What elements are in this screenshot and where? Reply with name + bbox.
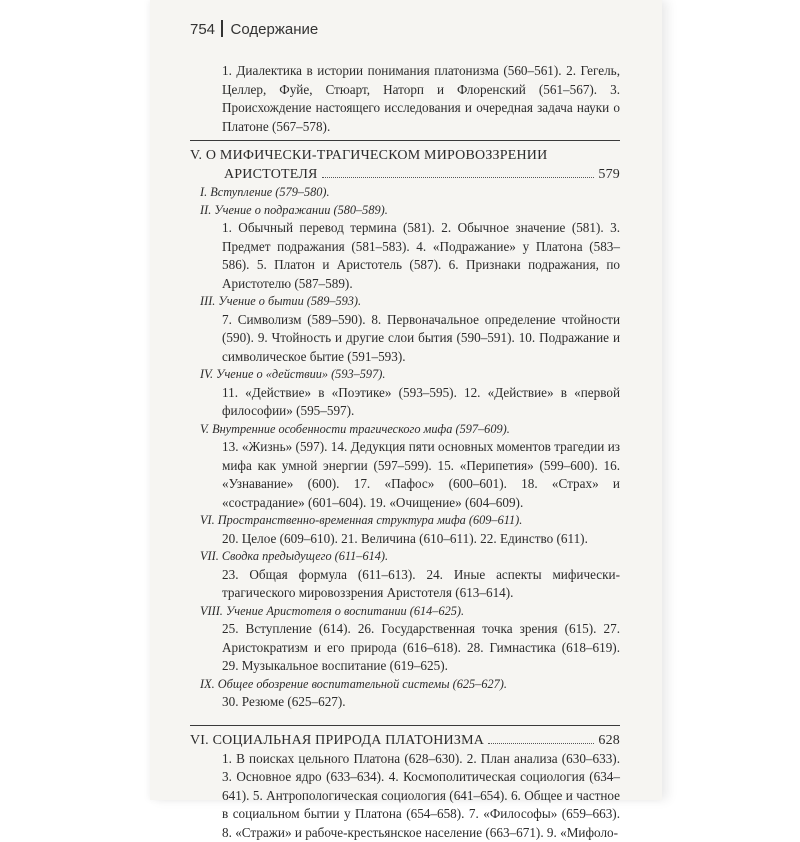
section5-entries <box>190 184 620 712</box>
section6-title <box>190 731 620 750</box>
header-divider <box>221 20 223 37</box>
intro-paragraph: 1. Диалектика в истории понимания платонизма (560–561). 2. Гегель, Целлер, Фуйе, Стюарт, Наторп и Флоренский (561–567). 3. Происхождение настоящего исследования и очередная задача науки о Платоне (567–578). <box>222 62 620 136</box>
toc-entry-body: 1. Обычный перевод термина (581). 2. Обычное значение (581). 3. Предмет подражания (581–583). 4. «Подражание» у Платона (583–586). 5. Платон и Аристотель (587). 6. Признаки подражания, по Аристотелю (587–589). <box>222 219 620 293</box>
header-title: Содержание <box>231 21 319 38</box>
toc-entry <box>190 548 620 603</box>
toc-entry-body: 23. Общая формула (611–613). 24. Иные аспекты мифически-трагического мировоззрения Аристотеля (613–614). <box>222 566 620 603</box>
toc-entry-body: 7. Символизм (589–590). 8. Первоначальное определение чтойности (590). 9. Чтойность и другие слои бытия (590–591). 10. Подражание и символическое бытие (591–593). <box>222 311 620 367</box>
toc-entry-heading: V. Внутренние особенности трагического мифа (597–609). <box>200 421 620 439</box>
section6-title-text: VI. СОЦИАЛЬНАЯ ПРИРОДА ПЛАТОНИЗМА <box>190 731 484 750</box>
section5-page: 579 <box>598 165 620 184</box>
section5-title <box>190 146 620 184</box>
section6-body: 1. В поисках цельного Платона (628–630). 2. План анализа (630–633). 3. Основное ядро (633–634). 4. Космополитическая социология (634–641). 5. Антропологическая социология (641–654). 6. Общее и частное в социальном бытии у Платона (654–658). 7. «Философы» (659–663). 8. «Стражи» и рабоче-крестьянское население (663–671). 9. «Мифоло- <box>222 750 620 842</box>
toc-entry <box>190 603 620 676</box>
toc-entry-heading: VII. Сводка предыдущего (611–614). <box>200 548 620 566</box>
page-number: 754 <box>190 21 215 38</box>
toc-entry <box>190 676 620 712</box>
leader-dots <box>488 743 594 744</box>
toc-entry <box>190 293 620 366</box>
section6-page: 628 <box>598 731 620 750</box>
toc-entry-heading: III. Учение о бытии (589–593). <box>200 293 620 311</box>
toc-entry-heading: IX. Общее обозрение воспитательной системы (625–627). <box>200 676 620 694</box>
section-divider <box>190 140 620 141</box>
toc-entry-heading: IV. Учение о «действии» (593–597). <box>200 366 620 384</box>
toc-entry-heading: VI. Пространственно-временная структура мифа (609–611). <box>200 512 620 530</box>
section-divider <box>190 725 620 726</box>
toc-entry <box>190 184 620 202</box>
toc-entry-body: 11. «Действие» в «Поэтике» (593–595). 12. «Действие» в «первой философии» (595–597). <box>222 384 620 421</box>
toc-entry <box>190 202 620 294</box>
toc-entry <box>190 512 620 548</box>
section5-title-line1: V. О МИФИЧЕСКИ-ТРАГИЧЕСКОМ МИРОВОЗЗРЕНИИ <box>190 146 620 165</box>
toc-entry-body: 13. «Жизнь» (597). 14. Дедукция пяти основных моментов трагедии из мифа как умной энергии (597–599). 15. «Перипетия» (599–600). 16. «Узнавание» (600). 17. «Пафос» (600–601). 18. «Страх» и «сострадание» (601–604). 19. «Очищение» (604–609). <box>222 438 620 512</box>
toc-entry-heading: VIII. Учение Аристотеля о воспитании (614–625). <box>200 603 620 621</box>
leader-dots <box>322 177 595 178</box>
toc-entry-body: 30. Резюме (625–627). <box>222 693 620 712</box>
toc-entry-heading: II. Учение о подражании (580–589). <box>200 202 620 220</box>
toc-entry <box>190 366 620 421</box>
running-header <box>190 20 318 38</box>
toc-entry-body: 20. Целое (609–610). 21. Величина (610–611). 22. Единство (611). <box>222 530 620 549</box>
section5-title-line2: АРИСТОТЕЛЯ <box>224 165 318 184</box>
book-page <box>150 0 662 800</box>
toc-entry <box>190 421 620 513</box>
toc-entry-body: 25. Вступление (614). 26. Государственная точка зрения (615). 27. Аристократизм и его природа (616–618). 28. Гимнастика (618–619). 29. Музыкальное воспитание (619–625). <box>222 620 620 676</box>
toc-entry-heading: I. Вступление (579–580). <box>200 184 620 202</box>
toc-content <box>190 62 620 842</box>
